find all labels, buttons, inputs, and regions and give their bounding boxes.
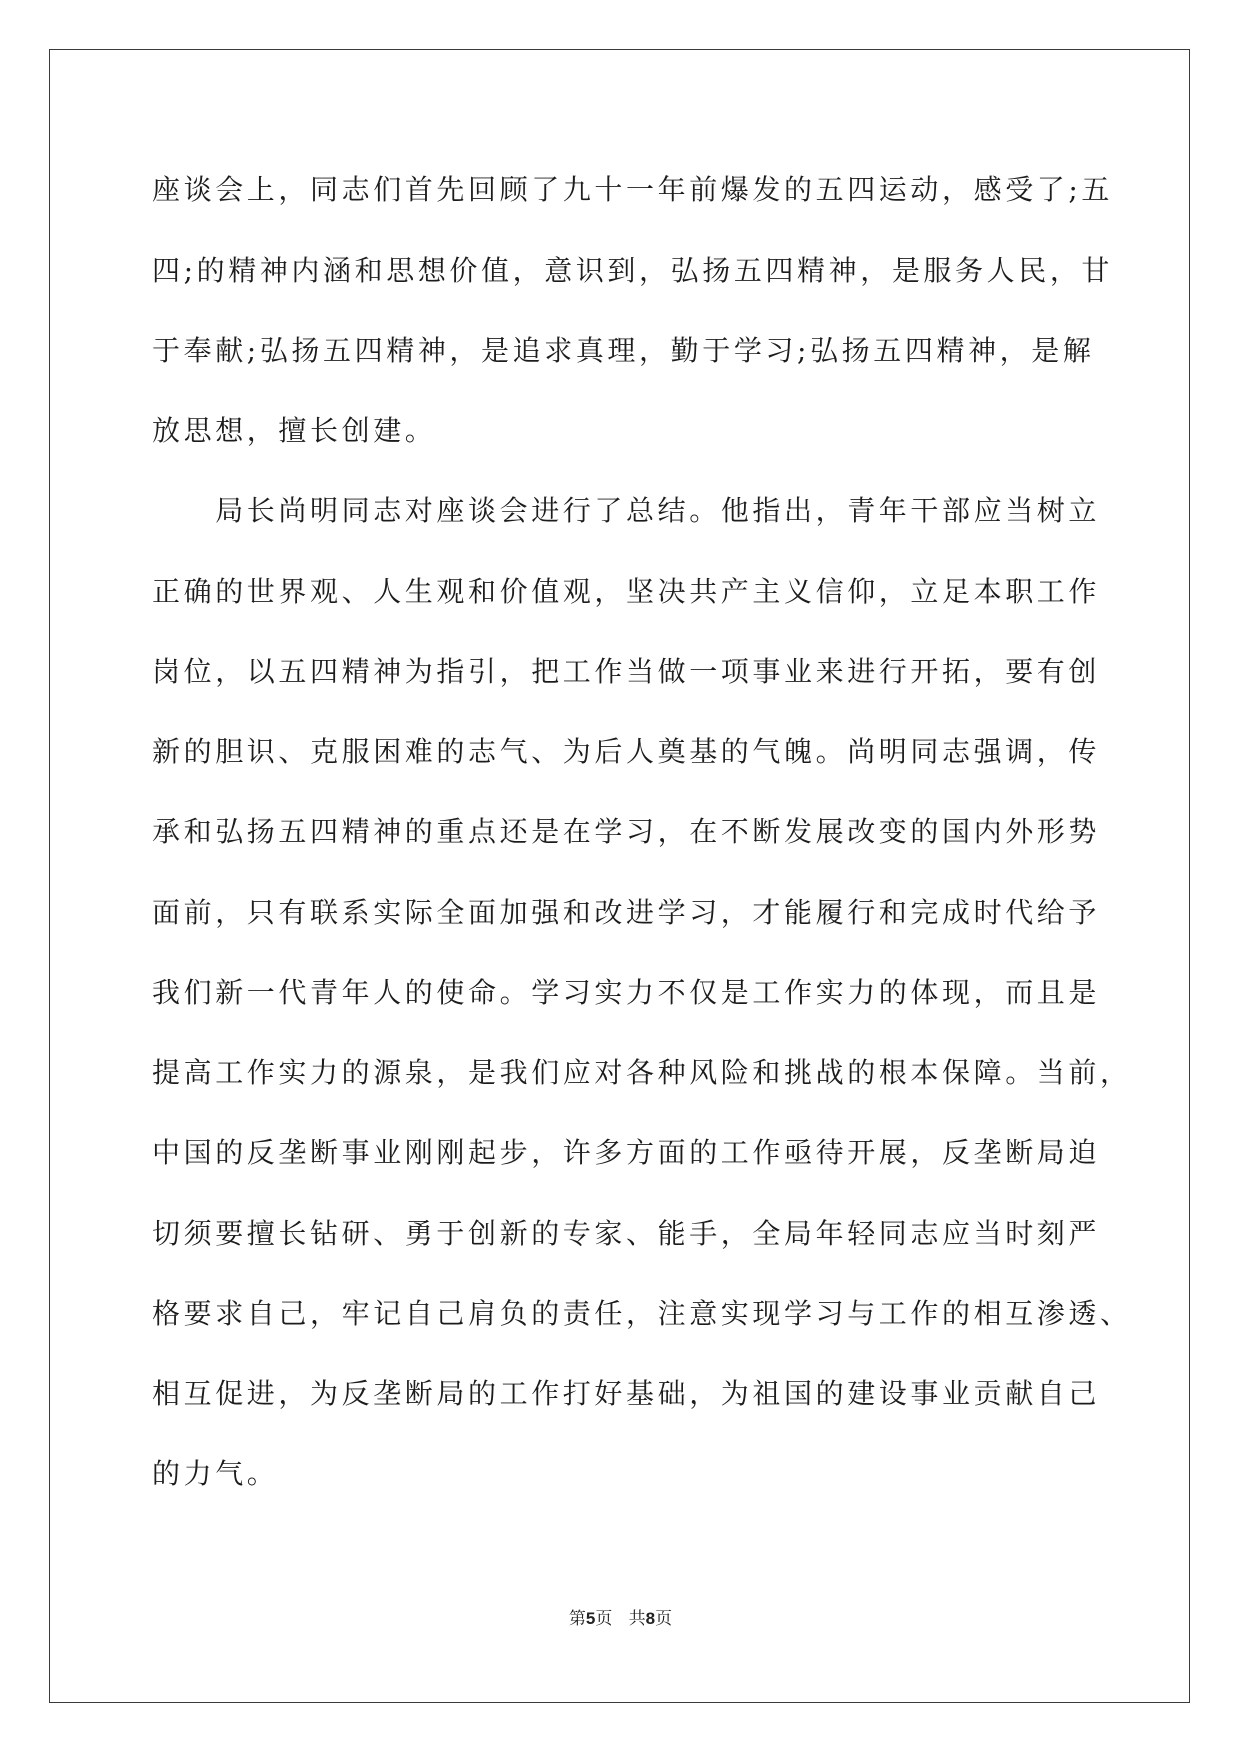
- text-line: 面前，只有联系实际全面加强和改进学习，才能履行和完成时代给予: [152, 896, 1101, 929]
- text-line: 提高工作实力的源泉，是我们应对各种风险和挑战的根本保障。当前，: [152, 1056, 1132, 1089]
- text-line: 正确的世界观、人生观和价值观，坚决共产主义信仰，立足本职工作: [152, 575, 1101, 608]
- text-line: 的力气。: [152, 1457, 279, 1490]
- text-line: 岗位，以五四精神为指引，把工作当做一项事业来进行开拓，要有创: [152, 655, 1101, 688]
- total-page-count: 8: [645, 1609, 656, 1628]
- text-line: 承和弘扬五四精神的重点还是在学习，在不断发展改变的国内外形势: [152, 815, 1101, 848]
- text-line: 放思想，擅长创建。: [152, 414, 437, 447]
- text-line: 中国的反垄断事业刚刚起步，许多方面的工作亟待开展，反垄断局迫: [152, 1136, 1101, 1169]
- text-line: 四;的精神内涵和思想价值，意识到，弘扬五四精神，是服务人民，甘: [152, 254, 1114, 287]
- text-line: 于奉献;弘扬五四精神，是追求真理，勤于学习;弘扬五四精神，是解: [152, 334, 1095, 367]
- footer-total-prefix: 共: [628, 1609, 646, 1629]
- text-line: 新的胆识、克服困难的志气、为后人奠基的气魄。尚明同志强调，传: [152, 735, 1101, 768]
- text-line: 相互促进，为反垄断局的工作打好基础，为祖国的建设事业贡献自己: [152, 1377, 1101, 1410]
- text-line: 切须要擅长钻研、勇于创新的专家、能手，全局年轻同志应当时刻严: [152, 1217, 1101, 1250]
- footer-total-suffix: 页: [655, 1609, 673, 1629]
- text-line: 我们新一代青年人的使命。学习实力不仅是工作实力的体现，而且是: [152, 976, 1101, 1009]
- paragraph-start-line: 局长尚明同志对座谈会进行了总结。他指出，青年干部应当树立: [152, 494, 1101, 527]
- text-line: 座谈会上，同志们首先回顾了九十一年前爆发的五四运动，感受了;五: [152, 173, 1114, 206]
- text-line: 格要求自己，牢记自己肩负的责任，注意实现学习与工作的相互渗透、: [152, 1297, 1132, 1330]
- current-page-number: 5: [585, 1609, 596, 1628]
- page-footer: [0, 1608, 1241, 1630]
- footer-page-suffix: 页: [595, 1609, 613, 1629]
- footer-prefix: 第: [568, 1609, 586, 1629]
